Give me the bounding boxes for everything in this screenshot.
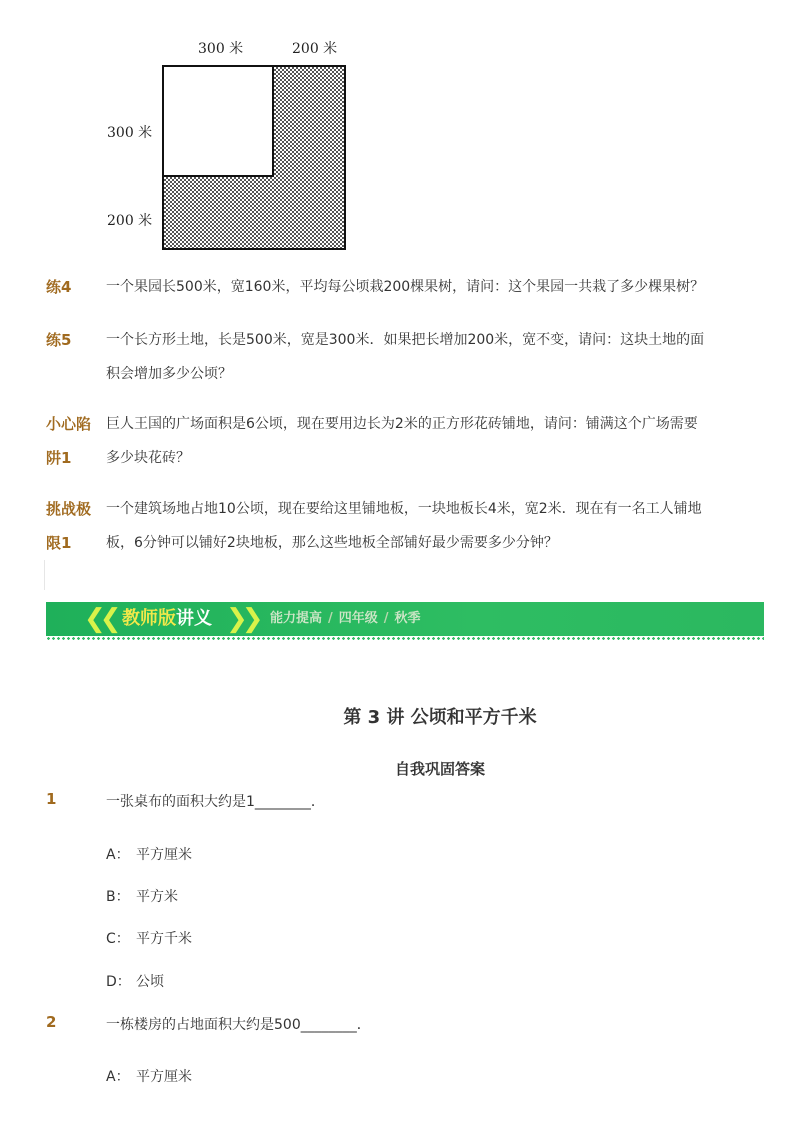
question-text-1: 一张桌布的面积大约是1________． xyxy=(106,794,325,810)
banner-subtitle: 能力提高 / 四年级 / 秋季 xyxy=(270,611,421,626)
problem-label-challenge1: 挑战极 限1 xyxy=(46,500,92,552)
option-d: D： 公顷 xyxy=(106,974,164,990)
lecture-title: 第 3 讲 公顷和平方千米 xyxy=(343,707,537,728)
problem-label-lian5: 练5 xyxy=(46,331,72,349)
banner-title: 教师版讲义 xyxy=(122,608,212,629)
problem-text-lian4: 一个果园长500米，宽160米，平均每公顷栽200棵果树，请问：这个果园一共栽了多少棵果树？ xyxy=(106,279,705,295)
banner-dotted-line xyxy=(46,637,764,640)
section-title: 自我巩固答案 xyxy=(394,760,485,778)
option-a: A： 平方厘米 xyxy=(106,847,192,863)
top-dimension-label-1: 300 米 xyxy=(198,41,244,57)
side-dimension-label-1: 300 米 xyxy=(107,125,153,141)
chevron-right-icon: ❯❯ xyxy=(226,604,258,634)
option-b: B： 平方米 xyxy=(106,889,178,905)
margin-line xyxy=(44,560,45,590)
problem-text-challenge1: 一个建筑场地占地10公顷，现在要给这里铺地板，一块地板长4米，宽2米．现在有一名工人铺地 板，6分钟可以铺好2块地板，那么这些地板全部铺好最少需要多少分钟？ xyxy=(106,501,702,551)
option-c: C： 平方千米 xyxy=(106,931,192,947)
question-text-2: 一栋楼房的占地面积大约是500________． xyxy=(106,1017,371,1033)
side-dimension-label-2: 200 米 xyxy=(107,213,153,229)
problem-label-lian4: 练4 xyxy=(46,278,72,296)
problem-label-trap1: 小心陷 阱1 xyxy=(46,415,92,467)
option-a: A： 平方厘米 xyxy=(106,1069,192,1085)
problem-text-lian5: 一个长方形土地，长是500米，宽是300米．如果把长增加200米，宽不变，请问：这块土地的面 积会增加多少公顷？ xyxy=(106,332,705,382)
land-diagram xyxy=(162,65,346,250)
top-dimension-label-2: 200 米 xyxy=(292,41,338,57)
question-number-2: 2 xyxy=(46,1013,57,1031)
original-square xyxy=(163,66,273,176)
question-number-1: 1 xyxy=(46,790,57,808)
problem-text-trap1: 巨人王国的广场面积是6公顷，现在要用边长为2米的正方形花砖铺地，请问：铺满这个广场需要 多少块花砖？ xyxy=(106,416,698,466)
chevron-left-icon: ❮❮ xyxy=(84,604,116,634)
